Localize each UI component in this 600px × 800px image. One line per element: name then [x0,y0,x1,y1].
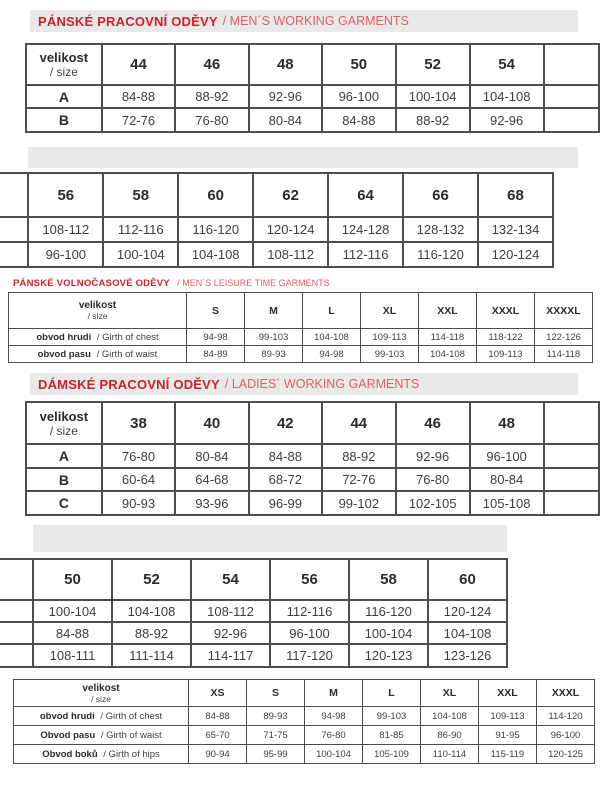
size-header-cell: 46 [175,44,248,85]
size-header-cell: 56 [28,173,103,217]
section-title-czech: DÁMSKÉ PRACOVNÍ ODĚVY [38,376,220,392]
value-cell: 99-103 [245,329,303,346]
size-legend-english: / size [49,65,78,79]
value-cell: 120-124 [478,242,553,267]
ladies-working-sizes-table-38-48 [25,401,600,516]
value-cell: 100-104 [103,242,178,267]
ladies-working-sizes-table-50-60 [0,558,508,668]
size-header-cell: 46 [396,402,470,444]
clipped-column-cell [0,173,28,217]
value-cell: 120-124 [428,600,507,622]
value-cell: 86-90 [421,726,479,745]
value-cell: 93-96 [175,491,248,515]
size-header-cell: 50 [33,559,112,600]
value-cell: 100-104 [305,745,363,764]
size-legend-cell [26,402,102,444]
value-cell: 117-120 [270,644,349,667]
size-legend-czech: velikost [78,300,117,311]
value-cell: 104-108 [419,346,477,363]
size-header-cell: 58 [349,559,428,600]
section-title-english: / MEN´S LEISURE TIME GARMENTS [177,278,330,288]
size-header-cell: XXXL [537,680,595,707]
size-legend-cell [14,680,189,707]
value-cell: 80-84 [470,468,544,491]
value-cell: 92-96 [470,108,544,132]
value-cell: 115-119 [479,745,537,764]
value-cell: 65-70 [189,726,247,745]
value-cell: 84-88 [102,85,175,108]
row-label-czech: obvod hrudi [36,331,92,343]
size-header-cell: 56 [270,559,349,600]
size-header-cell: 44 [322,402,396,444]
value-cell: 96-100 [470,444,544,468]
value-cell: 100-104 [33,600,112,622]
size-header-cell: XXL [479,680,537,707]
value-cell: 80-84 [175,444,248,468]
clipped-column-cell [544,402,599,444]
mens-working-sizes-table-44-54 [25,43,600,133]
size-header-cell: S [247,680,305,707]
size-header-cell: XXL [419,293,477,329]
row-label-cell: B [26,108,102,132]
value-cell: 76-80 [305,726,363,745]
size-header-cell: 52 [396,44,470,85]
value-cell: 76-80 [396,468,470,491]
size-legend-czech: velikost [82,682,120,694]
value-cell: 100-104 [396,85,470,108]
size-header-cell: XXXXL [535,293,593,329]
clipped-column-cell [544,468,599,491]
size-header-cell: 60 [428,559,507,600]
row-label-czech: Obvod boků [42,748,98,760]
mens-leisure-sizes-table [8,292,593,363]
value-cell: 120-123 [349,644,428,667]
clipped-column-cell [0,242,28,267]
value-cell: 111-114 [112,644,191,667]
size-header-cell: 50 [322,44,396,85]
value-cell: 84-88 [189,707,247,726]
row-label-cell [14,707,189,726]
value-cell: 92-96 [396,444,470,468]
value-cell: 84-88 [322,108,396,132]
separator-band [33,525,507,552]
value-cell: 84-89 [187,346,245,363]
clipped-column-cell [0,217,28,242]
value-cell: 114-118 [535,346,593,363]
value-cell: 116-120 [403,242,478,267]
clipped-column-cell [544,444,599,468]
value-cell: 109-113 [479,707,537,726]
value-cell: 104-108 [112,600,191,622]
size-header-cell: 66 [403,173,478,217]
value-cell: 96-100 [28,242,103,267]
value-cell: 114-117 [191,644,270,667]
value-cell: 99-103 [361,346,419,363]
value-cell: 84-88 [33,622,112,644]
size-header-cell: 54 [191,559,270,600]
clipped-column-cell [0,622,33,644]
size-header-cell: 40 [175,402,248,444]
value-cell: 99-102 [322,491,396,515]
table-header-row [9,293,593,329]
value-cell: 88-92 [396,108,470,132]
size-header-cell: 64 [328,173,403,217]
value-cell: 102-105 [396,491,470,515]
value-cell: 72-76 [322,468,396,491]
value-cell: 108-111 [33,644,112,667]
section-title-mens-working [30,10,578,32]
value-cell: 91-95 [479,726,537,745]
table-row-B [26,468,599,491]
clipped-column-cell [544,44,599,85]
value-cell: 71-75 [247,726,305,745]
ladies-working-letter-sizes-table [13,679,595,764]
size-header-cell: M [245,293,303,329]
size-legend-english: / size [49,423,78,438]
size-header-cell: S [187,293,245,329]
value-cell: 105-109 [363,745,421,764]
row-label-english: / Girth of chest [96,331,159,343]
table-header-row [26,402,599,444]
table-row [0,622,507,644]
size-legend-czech: velikost [39,50,89,65]
value-cell: 68-72 [249,468,322,491]
size-header-cell: 58 [103,173,178,217]
value-cell: 105-108 [470,491,544,515]
size-legend-english: / size [91,693,111,704]
value-cell: 95-99 [247,745,305,764]
table-row-waist [9,346,593,363]
table-header-row [0,559,507,600]
clipped-column-cell [544,491,599,515]
value-cell: 112-116 [328,242,403,267]
row-label-cell: A [26,85,102,108]
section-title-czech: PÁNSKÉ PRACOVNÍ ODĚVY [38,13,218,29]
table-row [0,217,553,242]
size-header-cell: XL [421,680,479,707]
size-legend-czech: velikost [39,408,89,424]
value-cell: 120-125 [537,745,595,764]
value-cell: 109-113 [477,346,535,363]
value-cell: 110-114 [421,745,479,764]
value-cell: 122-126 [535,329,593,346]
section-title-mens-leisure [13,273,330,291]
row-label-czech: obvod pasu [37,348,91,360]
size-header-cell: 62 [253,173,328,217]
table-row-waist [14,726,595,745]
value-cell: 109-113 [361,329,419,346]
table-row-B [26,108,599,132]
size-header-cell: 48 [470,402,544,444]
value-cell: 124-128 [328,217,403,242]
size-header-cell: 42 [249,402,322,444]
size-header-cell: 48 [249,44,322,85]
row-label-english: / Girth of hips [103,748,160,760]
row-label-cell [9,346,187,363]
clipped-column-cell [0,600,33,622]
size-header-cell: L [363,680,421,707]
size-header-cell: XS [189,680,247,707]
row-label-cell [9,329,187,346]
value-cell: 92-96 [191,622,270,644]
value-cell: 94-98 [187,329,245,346]
value-cell: 104-108 [178,242,253,267]
value-cell: 116-120 [349,600,428,622]
row-label-english: / Girth of waist [100,729,162,741]
clipped-column-cell [544,108,599,132]
size-header-cell: 44 [102,44,175,85]
clipped-column-cell [544,85,599,108]
table-row-A [26,85,599,108]
table-row-chest [14,707,595,726]
size-legend-english: / size [87,311,108,321]
value-cell: 72-76 [102,108,175,132]
size-header-cell: 54 [470,44,544,85]
value-cell: 112-116 [103,217,178,242]
separator-band [28,147,578,168]
value-cell: 88-92 [322,444,396,468]
row-label-cell: C [26,491,102,515]
size-header-cell: XXXL [477,293,535,329]
row-label-english: / Girth of chest [100,710,163,722]
size-header-cell: 68 [478,173,553,217]
row-label-cell [14,726,189,745]
value-cell: 104-108 [428,622,507,644]
size-header-cell: XL [361,293,419,329]
value-cell: 80-84 [249,108,322,132]
value-cell: 108-112 [191,600,270,622]
size-header-cell: 60 [178,173,253,217]
size-header-cell: 52 [112,559,191,600]
value-cell: 81-85 [363,726,421,745]
value-cell: 96-100 [270,622,349,644]
size-header-cell: L [303,293,361,329]
value-cell: 88-92 [175,85,248,108]
value-cell: 104-108 [470,85,544,108]
value-cell: 60-64 [102,468,175,491]
value-cell: 89-93 [247,707,305,726]
value-cell: 88-92 [112,622,191,644]
clipped-column-cell [0,644,33,667]
value-cell: 100-104 [349,622,428,644]
value-cell: 94-98 [303,346,361,363]
table-header-row [14,680,595,707]
row-label-czech: Obvod pasu [40,729,96,741]
value-cell: 132-134 [478,217,553,242]
section-title-english: / LADIES´ WORKING GARMENTS [224,377,420,391]
value-cell: 90-93 [102,491,175,515]
value-cell: 116-120 [178,217,253,242]
value-cell: 104-108 [303,329,361,346]
value-cell: 64-68 [175,468,248,491]
table-row-C [26,491,599,515]
value-cell: 108-112 [28,217,103,242]
value-cell: 76-80 [175,108,248,132]
row-label-cell: A [26,444,102,468]
row-label-czech: obvod hrudi [39,710,95,722]
value-cell: 94-98 [305,707,363,726]
row-label-cell [14,745,189,764]
value-cell: 114-118 [419,329,477,346]
value-cell: 118-122 [477,329,535,346]
section-title-english: / MEN´S WORKING GARMENTS [222,14,409,28]
value-cell: 123-126 [428,644,507,667]
value-cell: 76-80 [102,444,175,468]
value-cell: 96-100 [322,85,396,108]
table-row-hips [14,745,595,764]
value-cell: 108-112 [253,242,328,267]
section-title-czech: PÁNSKÉ VOLNOČASOVÉ ODĚVY [13,278,170,289]
size-legend-cell [9,293,187,329]
table-row [0,600,507,622]
value-cell: 96-100 [537,726,595,745]
value-cell: 99-103 [363,707,421,726]
row-label-cell: B [26,468,102,491]
value-cell: 104-108 [421,707,479,726]
table-row-A [26,444,599,468]
clipped-column-cell [0,559,33,600]
value-cell: 96-99 [249,491,322,515]
table-row [0,644,507,667]
mens-working-sizes-table-56-68 [0,172,554,268]
value-cell: 128-132 [403,217,478,242]
section-title-ladies-working [30,373,578,395]
size-header-cell: 38 [102,402,175,444]
value-cell: 90-94 [189,745,247,764]
table-row [0,242,553,267]
value-cell: 120-124 [253,217,328,242]
value-cell: 84-88 [249,444,322,468]
value-cell: 89-93 [245,346,303,363]
value-cell: 112-116 [270,600,349,622]
size-header-cell: M [305,680,363,707]
value-cell: 114-120 [537,707,595,726]
size-legend-cell [26,44,102,85]
row-label-english: / Girth of waist [96,348,158,360]
table-row-chest [9,329,593,346]
value-cell: 92-96 [249,85,322,108]
table-header-row [26,44,599,85]
table-header-row [0,173,553,217]
